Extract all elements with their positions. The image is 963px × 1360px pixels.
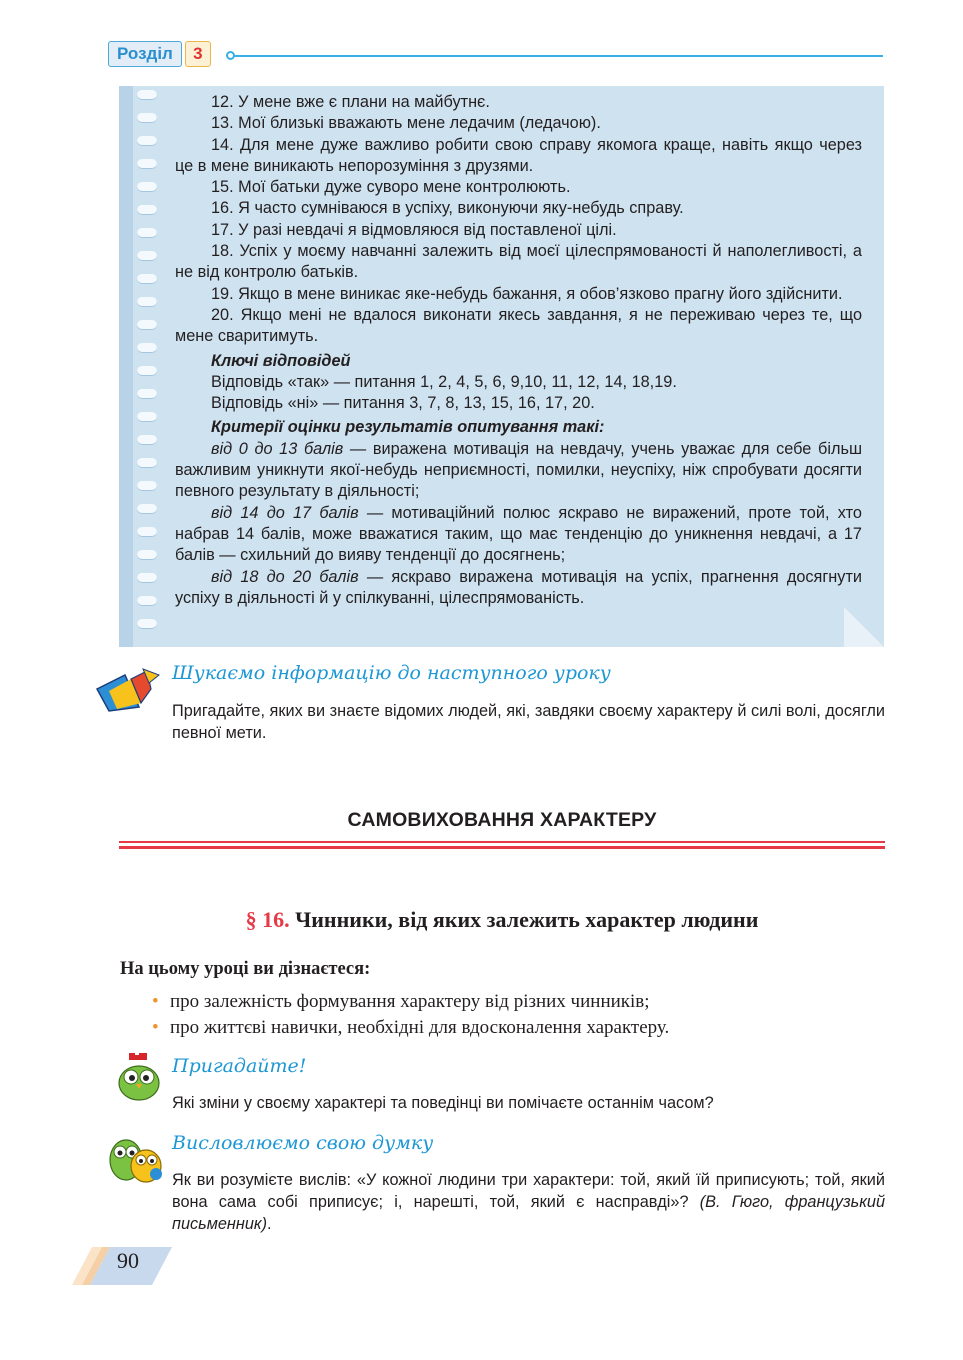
book-flag-icon: [95, 663, 161, 713]
question-item: 18. Успіх у моєму навчанні залежить від моєї цілеспрямованості й наполегливості, а не від контролю батьків.: [175, 242, 862, 282]
criteria-text: — мотиваційний полюс яскраво не виражений, проте той, хто набрав 14 балів, може вважатися таким, що має тенденцію до уникнення невдачі, а 17 балів — схильний до вияву тенденції до досягнень;: [175, 503, 862, 565]
section-heading: САМОВИХОВАННЯ ХАРАКТЕРУ: [347, 809, 657, 831]
key-no: Відповідь «ні» — питання 3, 7, 8, 13, 15, 16, 17, 20.: [211, 394, 595, 413]
bullet-icon: •: [152, 991, 159, 1012]
quote-end: .: [267, 1215, 272, 1233]
criteria-text: — яскраво виражена мотивація на успіх, прагнення досягнути успіху в діяльності й у спілкуванні, цілеспрямованість.: [175, 567, 862, 607]
criteria-range: від 14 до 17 балів: [211, 503, 359, 522]
notebook-ring: [137, 504, 157, 514]
notebook-margin: [119, 86, 133, 647]
list-item: • про життєві навички, необхідні для вдосконалення характеру.: [152, 1015, 669, 1041]
notebook-ring: [137, 550, 157, 560]
notebook-ring: [137, 320, 157, 330]
heading-rule: [119, 841, 885, 843]
criteria-item: [175, 567, 862, 610]
notebook-ring: [137, 343, 157, 353]
question-item: 17. У разі невдачі я відмовляюся від поставленої цілі.: [211, 220, 617, 239]
paragraph-number: § 16.: [245, 907, 290, 932]
notebook-ring: [137, 113, 157, 123]
criteria-text: — виражена мотивація на невдачу, учень уважає для себе більш важливим уникнути якої-небудь неприємності, помилки, неуспіху, ніж спробувати досягти певного результату в діяльності;: [175, 439, 862, 501]
research-text: Пригадайте, яких ви знаєте відомих людей, які, завдяки своєму характеру й силі волі, досягли певної мети.: [172, 702, 885, 742]
criteria-item: [175, 439, 862, 503]
chapter-label: Розділ: [108, 41, 182, 67]
questionnaire-panel: [119, 86, 884, 647]
criteria-title: Критерії оцінки результатів опитування такі:: [211, 418, 605, 437]
question-item: 13. Мої близькі вважають мене ледачим (ледачою).: [211, 114, 601, 133]
owl-icon: [117, 1053, 161, 1101]
key-yes: Відповідь «так» — питання 1, 2, 4, 5, 6, 9,10, 11, 12, 14, 18,19.: [211, 372, 677, 391]
opinion-text: [172, 1169, 885, 1235]
questionnaire-text: [175, 92, 862, 609]
notebook-ring: [137, 435, 157, 445]
criteria-range: від 18 до 20 балів: [211, 567, 359, 586]
quote-source: (В. Гюго, французький письменник): [172, 1193, 885, 1233]
notebook-ring: [137, 274, 157, 284]
notebook-ring: [137, 458, 157, 468]
question-item: 15. Мої батьки дуже суворо мене контролюють.: [211, 178, 571, 197]
opinion-title: Висловлюємо свою думку: [172, 1132, 434, 1154]
remember-text: Які зміни у своєму характері та поведінці ви помічаєте останнім часом?: [172, 1094, 714, 1112]
criteria-item: [175, 503, 862, 567]
notebook-ring: [137, 182, 157, 192]
notebook-ring: [137, 159, 157, 169]
notebook-ring: [137, 573, 157, 583]
owls-speaking-icon: [108, 1130, 164, 1186]
notebook-ring: [137, 596, 157, 606]
learn-list: [152, 989, 669, 1041]
notebook-ring: [137, 389, 157, 399]
heading-rule: [119, 846, 885, 849]
page-curl: [844, 607, 884, 647]
remember-title: Пригадайте!: [172, 1055, 307, 1077]
notebook-ring: [137, 228, 157, 238]
header-dot: [226, 51, 235, 60]
bullet-icon: •: [152, 1017, 159, 1038]
learn-heading: На цьому уроці ви дізнаєтеся:: [120, 959, 371, 979]
page-number: 90: [117, 1248, 139, 1273]
paragraph-title-text: Чинники, від яких залежить характер людини: [289, 907, 759, 932]
keys-title: Ключі відповідей: [211, 351, 351, 370]
question-item: 20. Якщо мені не вдалося виконати якесь завдання, я не переживаю через те, що мене сваритимуть.: [175, 305, 862, 346]
paragraph-title: [119, 907, 885, 933]
list-item: • про залежність формування характеру від різних чинників;: [152, 989, 669, 1015]
header-rule: [232, 55, 883, 57]
notebook-ring: [137, 297, 157, 307]
question-item: 19. Якщо в мене виникає яке-небудь бажання, я обов’язково прагну його здійснити.: [211, 284, 843, 303]
question-item: 14. Для мене дуже важливо робити свою справу якомога краще, навіть якщо через це в мене виникають непорозуміння з друзями.: [175, 135, 862, 175]
chapter-number: 3: [185, 41, 211, 67]
notebook-ring: [137, 366, 157, 376]
notebook-ring: [137, 136, 157, 146]
research-title: Шукаємо інформацію до наступного уроку: [172, 662, 611, 684]
notebook-ring: [137, 619, 157, 629]
criteria-range: від 0 до 13 балів: [211, 439, 344, 458]
notebook-ring: [137, 251, 157, 261]
chapter-tag: [108, 41, 211, 67]
question-item: 16. Я часто сумніваюся в успіху, виконуючи яку-небудь справу.: [211, 199, 684, 218]
notebook-ring: [137, 205, 157, 215]
quote-text: Як ви розумієте вислів: «У кожної людини три характери: той, який їй приписують; той, який вона сама собі приписує; і, нарешті, той, який є насправді»?: [172, 1171, 885, 1211]
notebook-ring: [137, 412, 157, 422]
notebook-ring: [137, 90, 157, 100]
notebook-ring: [137, 481, 157, 491]
question-item: 12. У мене вже є плани на майбутнє.: [211, 93, 490, 111]
notebook-ring: [137, 527, 157, 537]
